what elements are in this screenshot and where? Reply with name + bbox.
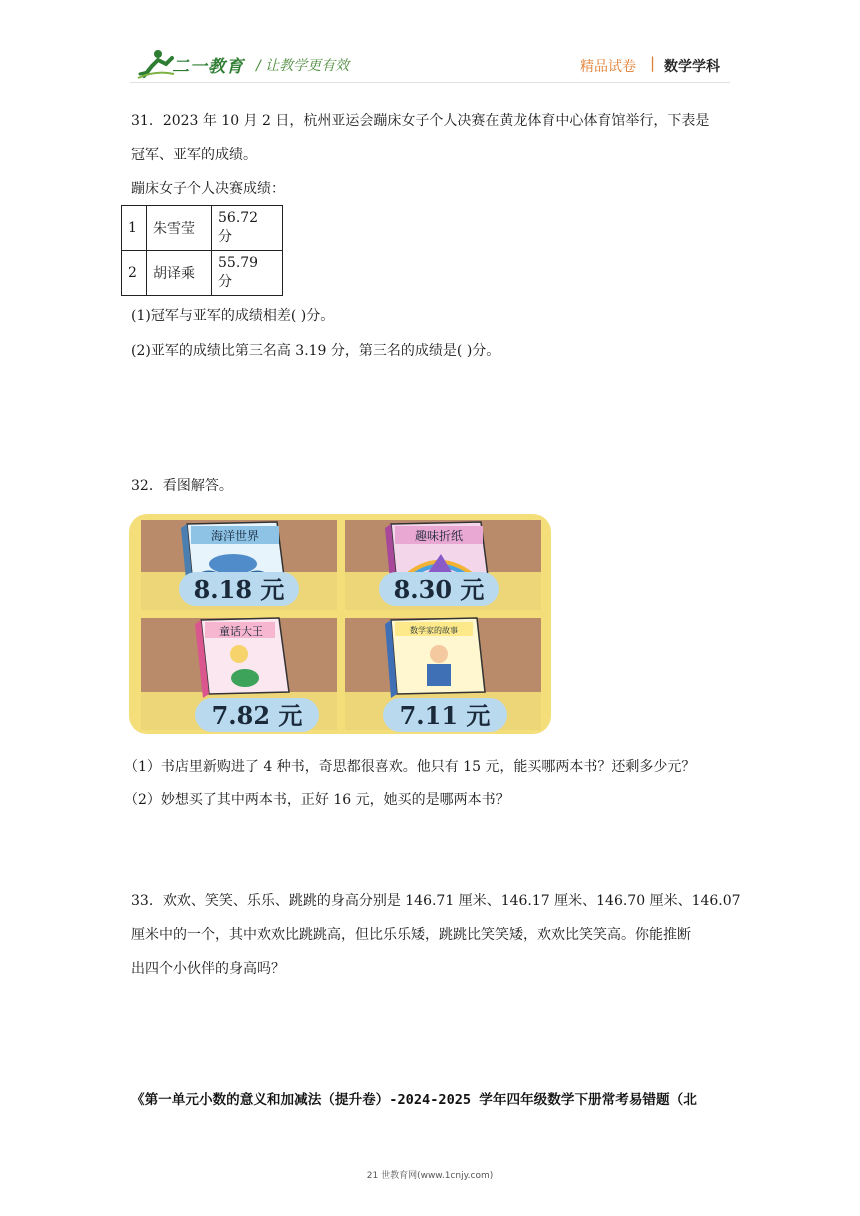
brand-name: 二一教育 bbox=[172, 57, 244, 77]
q33-text-line2: 厘米中的一个，其中欢欢比跳跳高，但比乐乐矮，跳跳比笑笑矮，欢欢比笑笑高。你能推断 bbox=[131, 927, 691, 943]
header-tag-right: 数学学科 bbox=[664, 59, 720, 75]
scores-table bbox=[121, 205, 283, 296]
book-mathematician-stories bbox=[385, 618, 485, 698]
svg-text:8.30 元: 8.30 元 bbox=[393, 575, 485, 604]
q31-text-line2: 冠军、亚军的成绩。 bbox=[131, 147, 257, 163]
footer-site-link[interactable]: 21 世教育网(www.1cnjy.com) bbox=[366, 1171, 494, 1181]
score-cell: 55.79 分 bbox=[212, 251, 283, 296]
q31-subquestion-1: (1)冠军与亚军的成绩相差( )分。 bbox=[131, 308, 335, 324]
svg-text:7.11 元: 7.11 元 bbox=[399, 701, 491, 730]
princess-icon bbox=[230, 645, 248, 663]
book-title: 数学家的故事 bbox=[410, 626, 458, 635]
bookshelf-illustration bbox=[129, 514, 551, 734]
athlete-name-cell: 胡译乘 bbox=[147, 251, 212, 296]
header-separator: | bbox=[650, 54, 656, 72]
q31-text-line1: 31．2023 年 10 月 2 日，杭州亚运会蹦床女子个人决赛在黄龙体育中心体育馆举行，下表是 bbox=[131, 113, 710, 129]
q32-subquestion-2: （2）妙想买了其中两本书，正好 16 元，她买的是哪两本书？ bbox=[124, 792, 510, 808]
book-title: 童话大王 bbox=[219, 625, 263, 638]
brand-slogan: / 让教学更有效 bbox=[256, 58, 350, 74]
svg-text:8.18 元: 8.18 元 bbox=[193, 575, 285, 604]
header-tag-left: 精品试卷 bbox=[580, 59, 636, 75]
mathematician-icon bbox=[430, 645, 448, 663]
q33-text-line3: 出四个小伙伴的身高吗？ bbox=[131, 961, 285, 977]
price-tag bbox=[383, 698, 507, 732]
whale-icon bbox=[209, 554, 257, 574]
price-tag bbox=[179, 572, 299, 606]
q32-subquestion-1: （1）书店里新购进了 4 种书，奇思都很喜欢。他只有 15 元，能买哪两本书？还剩多少元？ bbox=[124, 759, 696, 775]
price-tag bbox=[195, 698, 319, 732]
price-tag bbox=[379, 572, 499, 606]
q32-title: 32．看图解答。 bbox=[131, 478, 233, 494]
table-row bbox=[122, 251, 283, 296]
score-cell: 56.72 分 bbox=[212, 206, 283, 251]
frog-icon bbox=[231, 669, 259, 687]
footer-doc-title: 《第一单元小数的意义和加减法（提升卷）-2024-2025 学年四年级数学下册常考易错题（北 bbox=[131, 1092, 697, 1108]
rank-cell: 1 bbox=[122, 206, 147, 251]
table-row bbox=[122, 206, 283, 251]
book-title: 海洋世界 bbox=[210, 529, 260, 543]
q31-subquestion-2: (2)亚军的成绩比第三名高 3.19 分，第三名的成绩是( )分。 bbox=[131, 343, 501, 359]
book-title: 趣味折纸 bbox=[414, 529, 464, 543]
q33-text-line1: 33．欢欢、笑笑、乐乐、跳跳的身高分别是 146.71 厘米、146.17 厘米、146.70 厘米、146.07 bbox=[131, 893, 741, 909]
book-fairy-tale-king bbox=[195, 618, 289, 698]
svg-text:7.82 元: 7.82 元 bbox=[211, 701, 303, 730]
header-divider bbox=[130, 82, 730, 83]
athlete-name-cell: 朱雪莹 bbox=[147, 206, 212, 251]
q31-table-caption: 蹦床女子个人决赛成绩： bbox=[131, 181, 285, 197]
rank-cell: 2 bbox=[122, 251, 147, 296]
